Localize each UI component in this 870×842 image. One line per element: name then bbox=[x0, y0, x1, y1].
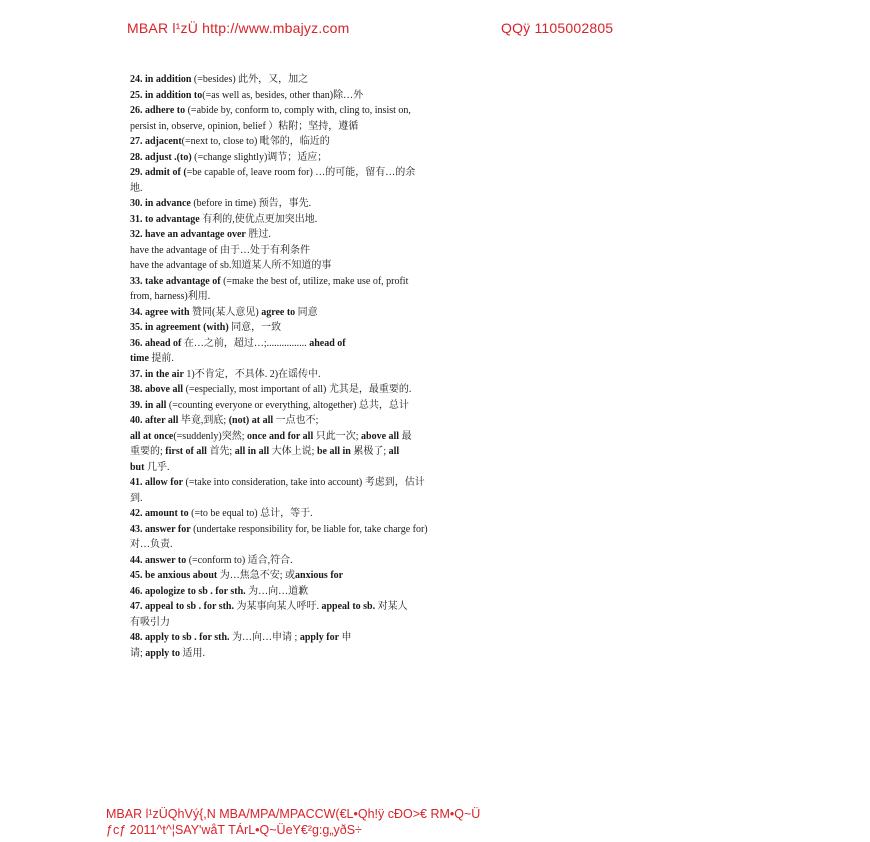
phrase-text: 在…之前，超过…;................ bbox=[181, 337, 310, 349]
phrase-text: (before in time) 预告，事先. bbox=[190, 198, 312, 209]
phrase-keyword: first of all bbox=[165, 446, 207, 457]
text-line bbox=[130, 413, 540, 429]
phrase-text: 重要的; bbox=[130, 446, 166, 457]
phrase-text: (=counting everyone or everything, altogether) 总共，总计 bbox=[166, 399, 409, 411]
phrase-text: 毕竟,到底; bbox=[178, 415, 229, 426]
text-line bbox=[130, 196, 540, 212]
header-qq-number: QQÿ 1105002805 bbox=[501, 20, 614, 36]
phrase-keyword: (not) at all bbox=[228, 415, 274, 426]
phrase-keyword: 28. adjust .(to) bbox=[130, 151, 192, 163]
text-line bbox=[130, 258, 540, 274]
text-line bbox=[130, 491, 540, 507]
text-line bbox=[130, 119, 540, 135]
phrase-text: 一点也不; bbox=[273, 415, 319, 426]
phrase-keyword: 43. answer for bbox=[130, 523, 191, 535]
text-line bbox=[130, 646, 540, 662]
phrase-keyword: all at once bbox=[130, 430, 174, 442]
phrase-keyword: 41. allow for bbox=[130, 477, 184, 488]
footer-line-2: ƒcƒ 2011^t^¦SAY'wåT TÁrL•Q~ÜeY€²g:g„yðS÷ bbox=[106, 823, 362, 837]
phrase-text: (=conform to) 适合,符合. bbox=[186, 554, 293, 566]
text-line bbox=[130, 367, 540, 383]
text-line bbox=[130, 351, 540, 367]
phrase-list bbox=[130, 72, 540, 661]
phrase-keyword: appeal to sb. bbox=[321, 601, 376, 612]
phrase-text: from, harness)利用. bbox=[130, 291, 211, 302]
text-line bbox=[130, 165, 540, 181]
text-line bbox=[130, 615, 540, 631]
phrase-keyword: 45. be anxious about bbox=[130, 570, 218, 581]
phrase-text: 首先; bbox=[206, 446, 235, 457]
phrase-text: have the advantage of sb.知道某人所不知道的事 bbox=[130, 260, 332, 271]
phrase-keyword: 29. admit of ( bbox=[130, 167, 187, 178]
phrase-keyword: above all bbox=[361, 430, 400, 442]
header-site-url: MBAR l¹zÜ http://www.mbajyz.com bbox=[127, 20, 350, 36]
phrase-text: 为某事向某人呼吁. bbox=[234, 601, 322, 612]
phrase-text: (=besides) 此外，又，加之 bbox=[191, 74, 309, 85]
phrase-text: 累极了; bbox=[350, 446, 389, 457]
phrase-text: (=especially, most important of all) 尤其是，最重要的. bbox=[183, 384, 412, 395]
phrase-keyword: 38. above all bbox=[130, 384, 184, 395]
phrase-text: (=suddenly)突然; bbox=[173, 430, 248, 442]
phrase-text: 为…向…申请 ; bbox=[229, 632, 300, 643]
text-line bbox=[130, 522, 540, 538]
phrase-text: 有吸引力 bbox=[130, 616, 170, 628]
phrase-text: (undertake responsibility for, be liable for, take charge for) bbox=[190, 523, 428, 535]
phrase-keyword: 39. in all bbox=[130, 399, 167, 411]
phrase-keyword: 25. in addition to bbox=[130, 89, 203, 101]
phrase-text: (=take into consideration, take into account) 考虑到，估计 bbox=[183, 477, 425, 488]
phrase-keyword: be all in bbox=[316, 446, 351, 457]
phrase-keyword: apply to bbox=[145, 647, 181, 659]
phrase-text: (=as well as, besides, other than)除…外 bbox=[202, 89, 364, 101]
phrase-text: persist in, observe, opinion, belief ）粘附；坚持，遵循 bbox=[130, 120, 359, 132]
text-line bbox=[130, 150, 540, 166]
phrase-text: 同意，一致 bbox=[228, 322, 282, 333]
phrase-text: 为…向…道歉 bbox=[245, 585, 309, 597]
text-line bbox=[130, 506, 540, 522]
phrase-keyword: all in all bbox=[234, 446, 270, 457]
text-line bbox=[130, 72, 540, 88]
phrase-keyword: 30. in advance bbox=[130, 198, 191, 209]
text-line bbox=[130, 630, 540, 646]
phrase-text: have the advantage of 由于…处于有利条件 bbox=[130, 244, 310, 256]
phrase-keyword: all bbox=[388, 446, 400, 457]
text-line bbox=[130, 212, 540, 228]
text-line bbox=[130, 274, 540, 290]
phrase-text: 1)不肯定，不具体. 2)在谣传中. bbox=[183, 368, 321, 380]
phrase-text: 有利的,使优点更加突出地. bbox=[199, 213, 318, 225]
phrase-keyword: 32. have an advantage over bbox=[130, 229, 246, 240]
text-line bbox=[130, 568, 540, 584]
phrase-text: (=make the best of, utilize, make use of, profit bbox=[220, 275, 409, 287]
phrase-text: 请; bbox=[130, 647, 146, 659]
text-line bbox=[130, 382, 540, 398]
text-line bbox=[130, 103, 540, 119]
phrase-keyword: 27. adjacent bbox=[130, 136, 182, 147]
phrase-keyword: 40. after all bbox=[130, 415, 179, 426]
phrase-text: 大体上说; bbox=[269, 446, 317, 457]
phrase-keyword: 34. agree with bbox=[130, 306, 190, 318]
phrase-text: 对…负责. bbox=[130, 539, 173, 550]
text-line bbox=[130, 444, 540, 460]
phrase-keyword: 47. appeal to sb . for sth. bbox=[130, 601, 234, 612]
phrase-keyword: anxious for bbox=[295, 570, 344, 581]
phrase-keyword: agree to bbox=[261, 306, 296, 318]
phrase-text: 提前. bbox=[148, 353, 174, 364]
footer-line-1: MBAR l¹zÜQhVý{,N MBA/MPA/MPACCW(€L•Qh!ÿ cÐO>€ RM•Q~Ü bbox=[106, 807, 481, 821]
text-line bbox=[130, 475, 540, 491]
phrase-keyword: 26. adhere to bbox=[130, 105, 186, 116]
text-line bbox=[130, 398, 540, 414]
text-line bbox=[130, 336, 540, 352]
phrase-keyword: 37. in the air bbox=[130, 368, 184, 380]
phrase-text: (=change slightly)调节；适应； bbox=[191, 151, 328, 163]
phrase-text: 到. bbox=[130, 492, 143, 504]
phrase-keyword: 42. amount to bbox=[130, 508, 189, 519]
text-line bbox=[130, 243, 540, 259]
text-line bbox=[130, 289, 540, 305]
text-line bbox=[130, 584, 540, 600]
text-line bbox=[130, 88, 540, 104]
phrase-keyword: 48. apply to sb . for sth. bbox=[130, 632, 230, 643]
text-line bbox=[130, 227, 540, 243]
phrase-text: 为…焦急不安; 或 bbox=[217, 570, 296, 581]
phrase-keyword: 33. take advantage of bbox=[130, 275, 221, 287]
phrase-keyword: but bbox=[130, 461, 145, 473]
phrase-text: 申 bbox=[339, 632, 352, 643]
phrase-text: 地. bbox=[130, 182, 143, 194]
phrase-keyword: ahead of bbox=[309, 337, 346, 349]
text-line bbox=[130, 305, 540, 321]
text-line bbox=[130, 599, 540, 615]
phrase-text: 胜过. bbox=[245, 229, 271, 240]
phrase-text: 最 bbox=[399, 430, 412, 442]
text-line bbox=[130, 429, 540, 445]
phrase-text: (=next to, close to) 毗邻的，临近的 bbox=[181, 136, 330, 147]
phrase-text: 对某人 bbox=[375, 601, 408, 612]
phrase-keyword: 36. ahead of bbox=[130, 337, 182, 349]
phrase-keyword: apply for bbox=[299, 632, 340, 643]
phrase-text: 几乎. bbox=[144, 461, 170, 473]
phrase-text: (=abide by, conform to, comply with, cling to, insist on, bbox=[185, 105, 411, 116]
page-footer bbox=[106, 806, 480, 838]
text-line bbox=[130, 553, 540, 569]
phrase-text: 适用. bbox=[180, 647, 206, 659]
phrase-keyword: 24. in addition bbox=[130, 74, 192, 85]
phrase-keyword: 44. answer to bbox=[130, 554, 187, 566]
text-line bbox=[130, 134, 540, 150]
phrase-text: 赞同(某人意见) bbox=[189, 306, 262, 318]
text-line bbox=[130, 320, 540, 336]
text-line bbox=[130, 537, 540, 553]
phrase-keyword: 31. to advantage bbox=[130, 213, 200, 225]
phrase-keyword: 35. in agreement (with) bbox=[130, 322, 229, 333]
phrase-text: =be capable of, leave room for) …的可能，留有…的余 bbox=[186, 167, 416, 178]
phrase-text: 同意 bbox=[295, 306, 318, 318]
text-line bbox=[130, 460, 540, 476]
phrase-keyword: once and for all bbox=[247, 430, 314, 442]
text-line bbox=[130, 181, 540, 197]
phrase-text: 只此一次; bbox=[313, 430, 362, 442]
phrase-keyword: 46. apologize to sb . for sth. bbox=[130, 585, 246, 597]
phrase-text: (=to be equal to) 总计，等于. bbox=[188, 508, 313, 519]
phrase-keyword: time bbox=[130, 353, 149, 364]
